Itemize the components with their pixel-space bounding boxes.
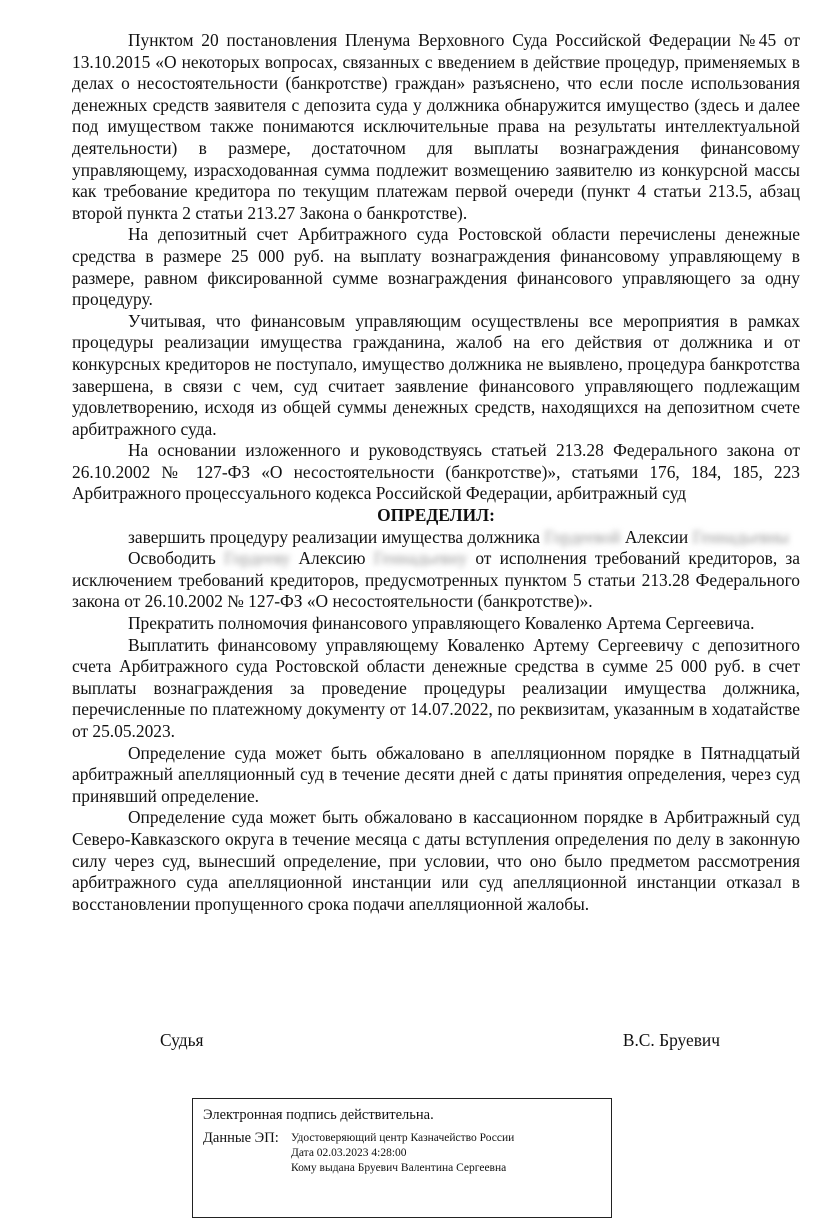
- signature-date: Дата 02.03.2023 4:28:00: [291, 1147, 407, 1159]
- redacted-patronymic: Геннадьевны: [692, 526, 789, 547]
- signature-data: [203, 1130, 601, 1176]
- paragraph-basis: На основании изложенного и руководствуясь статьей 213.28 Федерального закона от 26.10.2002 № 127-ФЗ «О несостоятельности (банкротстве)», статьями 176, 184, 185, 223 Арбитражного процессуального кодекса Российской Федерации, арбитражный суд: [72, 440, 800, 504]
- signature-valid-text: Электронная подпись действительна.: [203, 1107, 434, 1123]
- redacted-name: Гордеевой: [544, 526, 621, 547]
- signature-data-lines: [291, 1130, 514, 1176]
- signature-issuer: Удостоверяющий центр Казначейство России: [291, 1132, 515, 1144]
- release-text: Освободить: [128, 548, 216, 569]
- signature-data-label: Данные ЭП:: [203, 1130, 279, 1146]
- electronic-signature-box: [192, 1098, 612, 1218]
- document-body: [72, 30, 800, 915]
- paragraph-payment: Выплатить финансовому управляющему Коваленко Артему Сергеевичу с депозитного счета Арбитражного суда Ростовской области денежные средства в сумме 25 000 руб. в счет выплаты вознаграждения за проведение процедуры реализации имущества должника, перечисленные по платежному документу от 14.07.2022, по реквизитам, указанным в ходатайстве от 25.05.2023.: [72, 634, 800, 741]
- paragraph-appeal: Определение суда может быть обжаловано в апелляционном порядке в Пятнадцатый арбитражный апелляционный суд в течение десяти дней с даты принятия определения, через суд принявший определение.: [72, 742, 800, 806]
- signature-holder: Кому выдана Бруевич Валентина Сергеевна: [291, 1162, 507, 1174]
- release-details: от исполнения требований кредиторов, за исключением требований кредиторов, предусмотренных пунктом 5 статьи 213.28 Федерального закона от 26.10.2002 № 127-ФЗ «О несостоятельности (банкротстве)».: [72, 548, 801, 612]
- paragraph-complete-procedure: [72, 527, 800, 549]
- ruling-heading: ОПРЕДЕЛИЛ:: [377, 505, 495, 526]
- redacted-patronymic: Геннадьевну: [373, 548, 468, 569]
- paragraph-cassation: Определение суда может быть обжаловано в кассационном порядке в Арбитражный суд Северо-Кавказского округа в течение месяца с даты вступления определения по делу в законную силу через суд, вынесший определение, при условии, что оно было предметом рассмотрения арбитражного суда апелляционной инстанции или суд апелляционной инстанции отказал в восстановлении пропущенного срока подачи апелляционной жалобы.: [72, 807, 800, 914]
- paragraph-deposit: На депозитный счет Арбитражного суда Ростовской области перечислены денежные средства в размере 25 000 руб. на выплату вознаграждения финансовому управляющему в размере, равном фиксированной сумме вознаграждения финансового управляющего за одну процедуру.: [72, 224, 800, 310]
- paragraph-release: [72, 548, 800, 613]
- complete-procedure-text: завершить процедуру реализации имущества должника: [128, 526, 541, 547]
- debtor-first-name: Алексию: [298, 548, 366, 569]
- judge-name: В.С. Бруевич: [622, 1030, 720, 1050]
- paragraph-terminate: Прекратить полномочия финансового управляющего Коваленко Артема Сергеевича.: [128, 613, 755, 634]
- paragraph-considering: Учитывая, что финансовым управляющим осуществлены все мероприятия в рамках процедуры реализации имущества гражданина, жалоб на его действия от должника и от конкурсных кредиторов не поступало, имущество должника не выявлено, процедура банкротства завершена, в связи с чем, суд считает заявление финансового управляющего подлежащим удовлетворению, исходя из общей суммы денежных средств, находящихся на депозитном счете арбитражного суда.: [72, 310, 800, 439]
- redacted-name: Гордееву: [223, 548, 291, 569]
- debtor-first-name: Алексии: [624, 526, 689, 547]
- signature-row: [160, 1030, 720, 1051]
- paragraph-plenum: Пунктом 20 постановления Пленума Верховного Суда Российской Федерации №45 от 13.10.2015 «О некоторых вопросах, связанных с введением в действие процедур, применяемых в делах о несостоятельности (банкротстве) граждан» разъяснено, что если после использования денежных средств заявителя с депозита суда у должника обнаружится имущество (здесь и далее под имуществом также понимаются исключительные права на результаты интеллектуальной деятельности) в размере, достаточном для выплаты вознаграждения финансовому управляющему, израсходованная сумма подлежит возмещению заявителю из конкурсной массы как требование кредитора по текущим платежам первой очереди (пункт 4 статьи 213.5, абзац второй пункта 2 статьи 213.27 Закона о банкротстве).: [72, 30, 800, 223]
- judge-role: Судья: [160, 1030, 204, 1050]
